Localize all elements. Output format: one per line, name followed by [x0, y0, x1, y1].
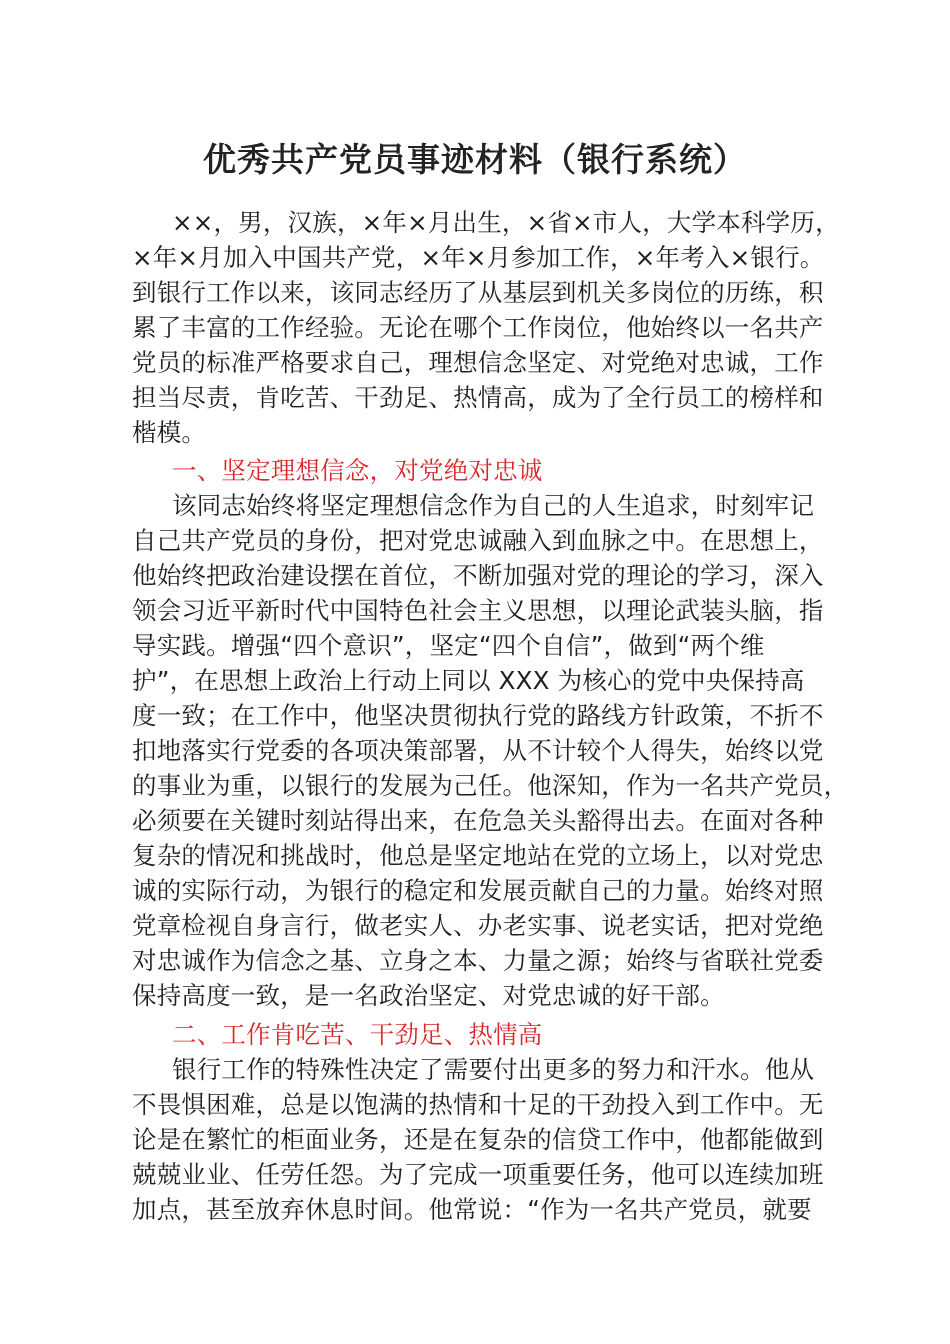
paragraph-line: 不畏惧困难，总是以饱满的热情和十足的干劲投入到工作中。无 — [132, 1090, 824, 1119]
paragraph-line: 党章检视自身言行，做老实人、办老实事、说老实话，把对党绝 — [132, 911, 824, 940]
paragraph-line: 自己共产党员的身份，把对党忠诚融入到血脉之中。在思想上， — [132, 526, 824, 555]
paragraph-line: 复杂的情况和挑战时，他总是坚定地站在党的立场上，以对党忠 — [132, 841, 824, 870]
section-heading-2: 二、工作肯吃苦、干劲足、热情高 — [172, 1020, 543, 1049]
paragraph-line: 领会习近平新时代中国特色社会主义思想，以理论武装头脑，指 — [132, 596, 824, 625]
paragraph-line: 对忠诚作为信念之基、立身之本、力量之源；始终与省联社党委 — [132, 946, 824, 975]
paragraph-line: 论是在繁忙的柜面业务，还是在复杂的信贷工作中，他都能做到 — [132, 1125, 824, 1154]
paragraph-line: 保持高度一致，是一名政治坚定、对党忠诚的好干部。 — [132, 981, 725, 1010]
paragraph-line: 累了丰富的工作经验。无论在哪个工作岗位，他始终以一名共产 — [132, 313, 824, 342]
paragraph-line: 导实践。增强“四个意识”，坚定“四个自信”，做到“两个维 — [132, 631, 765, 660]
paragraph-line: 该同志始终将坚定理想信念作为自己的人生追求，时刻牢记 — [172, 491, 815, 520]
paragraph-line: 党员的标准严格要求自己，理想信念坚定、对党绝对忠诚，工作 — [132, 348, 824, 377]
paragraph-line: 必须要在关键时刻站得出来，在危急关头豁得出去。在面对各种 — [132, 806, 824, 835]
paragraph-line: 度一致；在工作中，他坚决贯彻执行党的路线方针政策，不折不 — [132, 701, 824, 730]
document-title: 优秀共产党员事迹材料（银行系统） — [203, 140, 747, 179]
paragraph-line: 他始终把政治建设摆在首位，不断加强对党的理论的学习，深入 — [132, 561, 824, 590]
paragraph-line: 加点，甚至放弃休息时间。他常说：“作为一名共产党员，就要 — [132, 1195, 812, 1224]
paragraph-line: 银行工作的特殊性决定了需要付出更多的努力和汗水。他从 — [172, 1055, 815, 1084]
paragraph-line: 兢兢业业、任劳任怨。为了完成一项重要任务，他可以连续加班 — [132, 1160, 824, 1189]
paragraph-line: 楷模。 — [132, 418, 207, 447]
paragraph-line: ×年×月加入中国共产党，×年×月参加工作，×年考入×银行。 — [132, 243, 825, 272]
paragraph-line: ××，男，汉族，×年×月出生，×省×市人，大学本科学历， — [172, 208, 840, 237]
paragraph-line: 扣地落实行党委的各项决策部署，从不计较个人得失，始终以党 — [132, 736, 824, 765]
paragraph-line: 到银行工作以来，该同志经历了从基层到机关多岗位的历练，积 — [132, 278, 824, 307]
section-heading-1: 一、坚定理想信念，对党绝对忠诚 — [172, 456, 543, 485]
paragraph-line: 诚的实际行动，为银行的稳定和发展贡献自己的力量。始终对照 — [132, 876, 824, 905]
paragraph-line: 护”，在思想上政治上行动上同以 XXX 为核心的党中央保持高 — [132, 666, 805, 695]
paragraph-line: 的事业为重，以银行的发展为己任。他深知，作为一名共产党员， — [132, 771, 849, 800]
paragraph-line: 担当尽责，肯吃苦、干劲足、热情高，成为了全行员工的榜样和 — [132, 383, 824, 412]
